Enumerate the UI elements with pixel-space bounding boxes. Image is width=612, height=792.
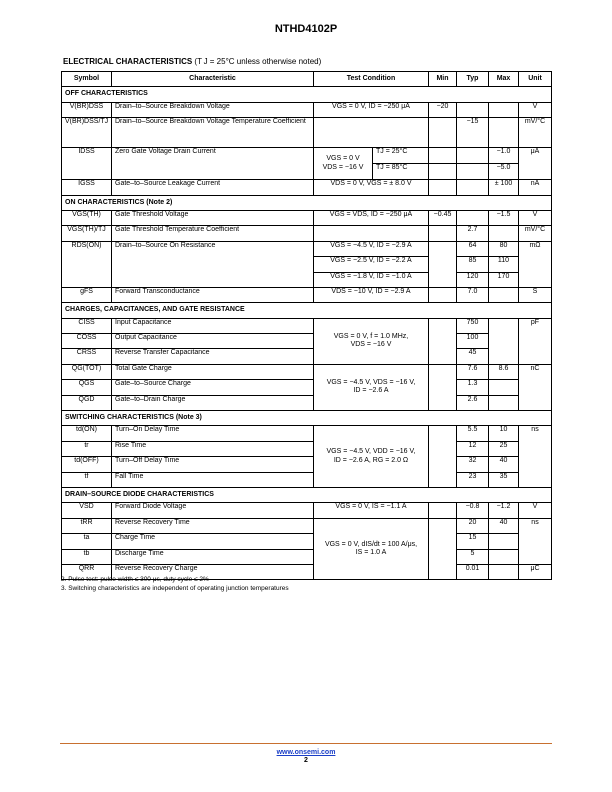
typ-cell: 20 [457, 518, 489, 533]
condition-cell [314, 118, 429, 148]
characteristic-cell: Reverse Recovery Charge [112, 564, 314, 579]
min-cell [429, 426, 457, 488]
max-cell: 40 [489, 518, 519, 533]
footer-link[interactable]: www.onsemi.com [276, 749, 336, 756]
min-cell [429, 503, 457, 518]
symbol-cell: tr [62, 441, 112, 456]
characteristic-cell: Forward Diode Voltage [112, 503, 314, 518]
q-cond-1: VGS = −4.5 V, VDS = −16 V, [326, 378, 416, 386]
footnote: 2. Pulse test: pulse width ≤ 300 μs, duty cycle ≤ 2% [61, 576, 209, 583]
symbol-cell: QG(TOT) [62, 364, 112, 379]
unit-cell: μC [519, 564, 552, 579]
col-header: Max [489, 72, 519, 87]
unit-cell: ns [519, 518, 552, 564]
table-row [62, 334, 552, 349]
characteristic-cell: Drain–to–Source On Resistance [112, 241, 314, 287]
characteristic-cell: Gate Threshold Voltage [112, 210, 314, 225]
col-header: Unit [519, 72, 552, 87]
max-cell [489, 226, 519, 241]
section-row [62, 87, 552, 102]
characteristic-cell: Output Capacitance [112, 334, 314, 349]
max-cell: 170 [489, 272, 519, 287]
sw-cond-1: VGS = −4.5 V, VDD = −16 V, [326, 448, 416, 456]
typ-cell: 32 [457, 457, 489, 472]
footer-divider [60, 743, 552, 744]
condition-cell: VGS = 0 V, ID = −250 μA [314, 102, 429, 117]
footnote: 3. Switching characteristics are independent of operating junction temperatures [61, 584, 289, 592]
typ-cell: 1.3 [457, 380, 489, 395]
section-row [62, 411, 552, 426]
typ-cell: 64 [457, 241, 489, 256]
condition-cell [314, 318, 429, 364]
table-row [62, 380, 552, 395]
characteristic-cell: Forward Transconductance [112, 287, 314, 302]
min-cell [429, 287, 457, 302]
max-cell [489, 395, 519, 410]
symbol-cell: QGS [62, 380, 112, 395]
characteristic-cell: Reverse Transfer Capacitance [112, 349, 314, 364]
characteristic-cell: Total Gate Charge [112, 364, 314, 379]
table-row [62, 241, 552, 256]
max-cell: 40 [489, 457, 519, 472]
typ-cell: 23 [457, 472, 489, 487]
max-cell: ± 100 [489, 180, 519, 195]
symbol-cell: ta [62, 534, 112, 549]
symbol-cell: IGSS [62, 180, 112, 195]
symbol-cell: tb [62, 549, 112, 564]
min-cell [429, 364, 457, 410]
section-title: ON CHARACTERISTICS (Note 2) [62, 195, 552, 210]
characteristic-cell: Gate–to–Drain Charge [112, 395, 314, 410]
typ-cell: 85 [457, 257, 489, 272]
characteristic-cell: Zero Gate Voltage Drain Current [112, 148, 314, 180]
table-row [62, 441, 552, 456]
min-cell: −0.45 [429, 210, 457, 225]
condition-cell [314, 148, 429, 180]
condition-cell [314, 518, 429, 580]
table-row [62, 148, 552, 164]
electrical-characteristics-table [61, 71, 552, 580]
max-cell: 10 [489, 426, 519, 441]
symbol-cell: tRR [62, 518, 112, 533]
max-cell [489, 380, 519, 395]
max-cell: 8.6 [489, 364, 519, 379]
typ-cell: 5 [457, 549, 489, 564]
max-cell: −1.5 [489, 210, 519, 225]
table-row [62, 349, 552, 364]
characteristic-cell: Rise Time [112, 441, 314, 456]
symbol-cell: VSD [62, 503, 112, 518]
min-cell: −20 [429, 102, 457, 117]
characteristic-cell: Charge Time [112, 534, 314, 549]
characteristic-cell: Gate Threshold Temperature Coefficient [112, 226, 314, 241]
characteristic-cell: Drain–to–Source Breakdown Voltage Temperature Coefficient [112, 118, 314, 148]
characteristic-cell: Input Capacitance [112, 318, 314, 333]
condition-cell [314, 426, 429, 488]
condition-cell: VGS = VDS, ID = −250 μA [314, 210, 429, 225]
q-cond-2: ID = −2.6 A [353, 387, 389, 395]
symbol-cell: CRSS [62, 349, 112, 364]
characteristic-cell: Drain–to–Source Breakdown Voltage [112, 102, 314, 117]
symbol-cell: V(BR)DSS/TJ [62, 118, 112, 148]
section-row [62, 195, 552, 210]
condition-cell: VGS = −1.8 V, ID = −1.0 A [314, 272, 429, 287]
symbol-cell: tf [62, 472, 112, 487]
table-row [62, 318, 552, 333]
min-cell [429, 241, 457, 287]
unit-cell: V [519, 503, 552, 518]
typ-cell [457, 210, 489, 225]
max-cell: −5.0 [489, 164, 519, 180]
col-header: Test Condition [314, 72, 429, 87]
sw-cond-2: ID = −2.6 A, RG = 2.0 Ω [333, 456, 409, 464]
typ-cell: 2.7 [457, 226, 489, 241]
max-cell: 25 [489, 441, 519, 456]
unit-cell: ns [519, 426, 552, 488]
typ-cell: −15 [457, 118, 489, 148]
unit-cell: mV/°C [519, 118, 552, 148]
symbol-cell: QRR [62, 564, 112, 579]
typ-cell: 2.6 [457, 395, 489, 410]
table-row [62, 426, 552, 441]
section-title: CHARGES, CAPACITANCES, AND GATE RESISTANCE [62, 303, 552, 318]
condition-cell: VGS = 0 V, IS = −1.1 A [314, 503, 429, 518]
typ-cell: 0.01 [457, 564, 489, 579]
symbol-cell: td(ON) [62, 426, 112, 441]
typ-cell [457, 180, 489, 195]
table-row [62, 472, 552, 487]
col-header: Characteristic [112, 72, 314, 87]
table-row [62, 395, 552, 410]
table-row [62, 287, 552, 302]
characteristic-cell: Fall Time [112, 472, 314, 487]
table-title-text: ELECTRICAL CHARACTERISTICS [63, 57, 193, 66]
max-cell [489, 564, 519, 579]
min-cell [429, 226, 457, 241]
max-cell [489, 102, 519, 117]
typ-cell: 750 [457, 318, 489, 333]
page-number: 2 [304, 757, 308, 764]
symbol-cell: gFS [62, 287, 112, 302]
unit-cell: mV/°C [519, 226, 552, 241]
unit-cell: pF [519, 318, 552, 364]
symbol-cell: td(OFF) [62, 457, 112, 472]
max-cell [489, 318, 519, 364]
table-row [62, 102, 552, 117]
characteristic-cell: Gate–to–Source Leakage Current [112, 180, 314, 195]
typ-cell: −0.8 [457, 503, 489, 518]
idss-cond-b: VDS = −16 V [322, 163, 364, 171]
typ-cell: 15 [457, 534, 489, 549]
min-cell [429, 148, 457, 164]
typ-cell: 45 [457, 349, 489, 364]
symbol-cell: COSS [62, 334, 112, 349]
characteristic-cell: Discharge Time [112, 549, 314, 564]
max-cell: 80 [489, 241, 519, 256]
symbol-cell: QGD [62, 395, 112, 410]
unit-cell: V [519, 210, 552, 225]
section-row [62, 487, 552, 502]
max-cell: −1.0 [489, 148, 519, 164]
table-row [62, 210, 552, 225]
unit-cell: nA [519, 180, 552, 195]
table-row [62, 518, 552, 533]
symbol-cell: VGS(TH) [62, 210, 112, 225]
unit-cell: V [519, 102, 552, 117]
d-cond-1: VGS = 0 V, dIS/dt = 100 A/μs, [324, 540, 418, 548]
characteristic-cell: Turn–On Delay Time [112, 426, 314, 441]
idss-temp-1: TJ = 25°C [373, 148, 428, 164]
typ-cell: 5.5 [457, 426, 489, 441]
idss-temp-2: TJ = 85°C [376, 164, 408, 172]
typ-cell [457, 164, 489, 180]
min-cell [429, 180, 457, 195]
table-row [62, 457, 552, 472]
table-row [62, 534, 552, 549]
max-cell: 110 [489, 257, 519, 272]
symbol-cell: V(BR)DSS [62, 102, 112, 117]
max-cell [489, 118, 519, 148]
condition-cell [314, 226, 429, 241]
max-cell [489, 287, 519, 302]
typ-cell [457, 102, 489, 117]
section-title: OFF CHARACTERISTICS [62, 87, 552, 102]
min-cell [429, 518, 457, 580]
symbol-cell: RDS(ON) [62, 241, 112, 287]
unit-cell: S [519, 287, 552, 302]
unit-cell: mΩ [519, 241, 552, 287]
characteristic-cell: Gate–to–Source Charge [112, 380, 314, 395]
col-header: Min [429, 72, 457, 87]
typ-cell: 100 [457, 334, 489, 349]
typ-cell [457, 148, 489, 164]
max-cell: −1.2 [489, 503, 519, 518]
max-cell [489, 549, 519, 564]
footnotes [61, 576, 289, 593]
section-title: SWITCHING CHARACTERISTICS (Note 3) [62, 411, 552, 426]
min-cell [429, 164, 457, 180]
unit-cell: nC [519, 364, 552, 410]
table-row [62, 503, 552, 518]
condition-cell: VGS = −2.5 V, ID = −2.2 A [314, 257, 429, 272]
condition-cell [314, 364, 429, 410]
condition-cell: VDS = 0 V, VGS = ± 8.0 V [314, 180, 429, 195]
table-title [63, 57, 321, 66]
symbol-cell: CISS [62, 318, 112, 333]
idss-cond-a: VGS = 0 V [326, 155, 360, 163]
symbol-cell: VGS(TH)/TJ [62, 226, 112, 241]
min-cell [429, 318, 457, 364]
cap-cond-2: VDS = −16 V [350, 341, 392, 349]
col-header: Typ [457, 72, 489, 87]
table-row [62, 118, 552, 148]
min-cell [429, 118, 457, 148]
typ-cell: 7.0 [457, 287, 489, 302]
section-title: DRAIN–SOURCE DIODE CHARACTERISTICS [62, 487, 552, 502]
typ-cell: 7.6 [457, 364, 489, 379]
section-row [62, 303, 552, 318]
symbol-cell: IDSS [62, 148, 112, 180]
table-row [62, 364, 552, 379]
characteristic-cell: Reverse Recovery Time [112, 518, 314, 533]
table-row [62, 226, 552, 241]
table-row [62, 180, 552, 195]
col-header: Symbol [62, 72, 112, 87]
table-row [62, 549, 552, 564]
table-title-condition: (T J = 25°C unless otherwise noted) [192, 57, 322, 66]
condition-cell: VDS = −10 V, ID = −2.9 A [314, 287, 429, 302]
unit-cell: μA [519, 148, 552, 180]
typ-cell: 120 [457, 272, 489, 287]
typ-cell: 12 [457, 441, 489, 456]
max-cell [489, 534, 519, 549]
characteristic-cell: Turn–Off Delay Time [112, 457, 314, 472]
cap-cond-1: VGS = 0 V, f = 1.0 MHz, [333, 332, 409, 340]
d-cond-2: IS = 1.0 A [355, 549, 387, 557]
condition-cell: VGS = −4.5 V, ID = −2.9 A [314, 241, 429, 256]
page-title: NTHD4102P [274, 23, 338, 35]
header-row [62, 72, 552, 87]
max-cell: 35 [489, 472, 519, 487]
